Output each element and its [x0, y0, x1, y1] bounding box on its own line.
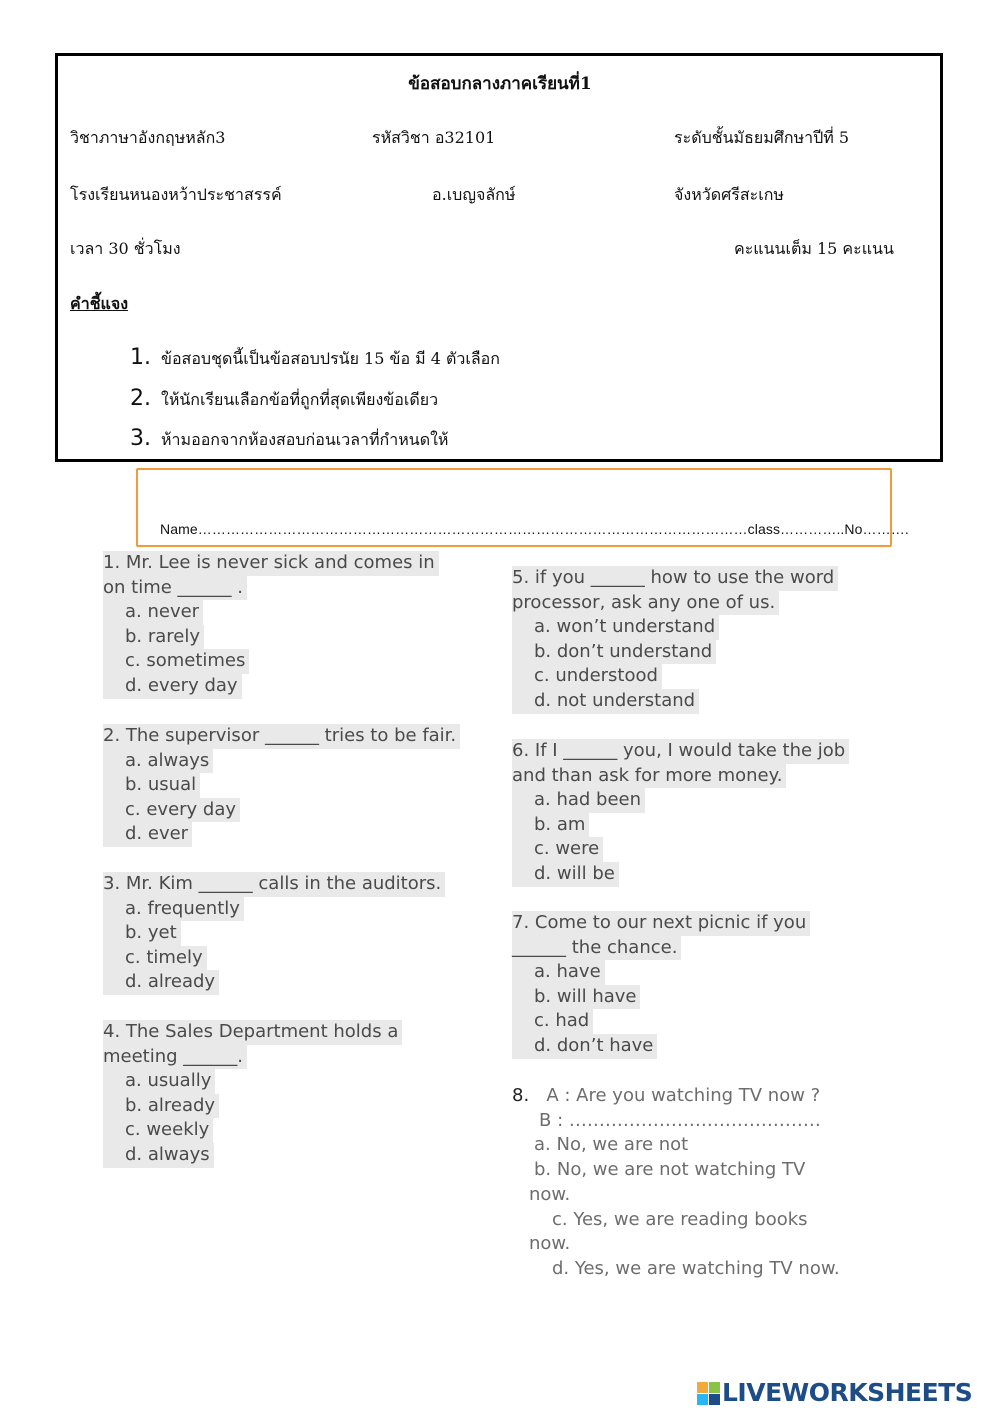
answer-option[interactable]: c. Yes, we are reading books — [552, 1208, 808, 1230]
instructions-title: คำชี้แจง — [70, 294, 129, 313]
question-text: 3. Mr. Kim ______ calls in the auditors. — [103, 872, 445, 897]
subject-code: รหัสวิชา อ32101 — [372, 128, 496, 147]
question-7 — [512, 911, 810, 1059]
grade-level: ระดับชั้นมัธยมศึกษาปีที่ 5 — [674, 128, 850, 147]
answer-option[interactable]: b. am — [512, 813, 589, 838]
question-2 — [103, 724, 460, 847]
answer-option[interactable]: d. not understand — [512, 689, 699, 714]
answer-option[interactable]: a. never — [103, 600, 203, 625]
instruction-2: 2. ให้นักเรียนเลือกข้อที่ถูกที่สุดเพียงข้อเดียว — [130, 386, 439, 411]
logo-text: LIVEWORKSHEETS — [722, 1378, 973, 1407]
question-text — [512, 1084, 840, 1109]
answer-option[interactable]: b. don’t understand — [512, 640, 716, 665]
answer-option[interactable]: d. ever — [103, 822, 192, 847]
answer-option[interactable]: c. timely — [103, 946, 207, 971]
full-score: คะแนนเต็ม 15 คะแนน — [734, 239, 894, 258]
answer-option[interactable]: b. will have — [512, 985, 640, 1010]
question-text: ______ the chance. — [512, 936, 681, 961]
question-3 — [103, 872, 445, 995]
answer-option-continued: now. — [529, 1183, 571, 1205]
dialogue-a: A : Are you watching TV now ? — [546, 1085, 821, 1106]
question-text: processor, ask any one of us. — [512, 591, 779, 616]
answer-option[interactable]: b. No, we are not watching TV — [534, 1159, 806, 1181]
instruction-3: 3. ห้ามออกจากห้องสอบก่อนเวลาที่กำหนดให้ — [130, 426, 449, 451]
question-text: 1. Mr. Lee is never sick and comes in — [103, 551, 439, 576]
answer-option[interactable]: c. every day — [103, 798, 240, 823]
answer-option[interactable]: b. usual — [103, 773, 200, 798]
dialogue-b: B : …………………………………… — [539, 1109, 821, 1131]
question-text: 6. If I ______ you, I would take the job — [512, 739, 849, 764]
answer-option[interactable]: d. always — [103, 1143, 214, 1168]
answer-option[interactable]: c. understood — [512, 664, 662, 689]
answer-option[interactable]: d. already — [103, 970, 219, 995]
question-text: and than ask for more money. — [512, 764, 786, 789]
answer-option[interactable]: d. every day — [103, 674, 242, 699]
question-number: 8. — [512, 1085, 530, 1106]
exam-time: เวลา 30 ชั่วโมง — [70, 239, 181, 258]
question-text: meeting ______. — [103, 1045, 247, 1070]
instruction-1: 1. ข้อสอบชุดนี้เป็นข้อสอบปรนัย 15 ข้อ มี 4 ตัวเลือก — [130, 345, 500, 370]
student-name-line[interactable]: Name………………………………………………………………………………………………………class…………..No………. — [160, 521, 909, 537]
answer-option[interactable]: d. Yes, we are watching TV now. — [552, 1257, 840, 1279]
subject-label: วิชาภาษาอังกฤษหลัก3 — [70, 128, 226, 147]
answer-option[interactable]: a. have — [512, 960, 605, 985]
question-8 — [512, 1084, 840, 1282]
answer-option[interactable]: a. No, we are not — [534, 1134, 689, 1156]
answer-option[interactable]: c. had — [512, 1009, 593, 1034]
question-1 — [103, 551, 439, 699]
answer-option[interactable]: b. yet — [103, 921, 181, 946]
school-name: โรงเรียนหนองหว้าประชาสรรค์ — [70, 185, 282, 204]
exam-title: ข้อสอบกลางภาคเรียนที่1 — [408, 74, 592, 94]
liveworksheets-logo-icon — [697, 1382, 721, 1406]
answer-option[interactable]: c. were — [512, 837, 603, 862]
answer-option[interactable]: a. had been — [512, 788, 645, 813]
question-6 — [512, 739, 849, 887]
answer-option[interactable]: d. don’t have — [512, 1034, 657, 1059]
question-text: 5. if you ______ how to use the word — [512, 566, 838, 591]
question-text: 7. Come to our next picnic if you — [512, 911, 810, 936]
question-4 — [103, 1020, 402, 1168]
question-text: 2. The supervisor ______ tries to be fair. — [103, 724, 460, 749]
answer-option[interactable]: b. already — [103, 1094, 219, 1119]
answer-option[interactable]: b. rarely — [103, 625, 204, 650]
answer-option[interactable]: d. will be — [512, 862, 619, 887]
answer-option[interactable]: a. always — [103, 749, 213, 774]
answer-option[interactable]: a. frequently — [103, 897, 244, 922]
question-5 — [512, 566, 838, 714]
answer-option[interactable]: a. usually — [103, 1069, 215, 1094]
province: จังหวัดศรีสะเกษ — [674, 185, 784, 204]
answer-option-continued: now. — [529, 1233, 571, 1255]
teacher-name: อ.เบญจลักษ์ — [432, 185, 516, 204]
answer-option[interactable]: c. sometimes — [103, 649, 249, 674]
question-text: on time ______ . — [103, 576, 247, 601]
question-text: 4. The Sales Department holds a — [103, 1020, 402, 1045]
answer-option[interactable]: a. won’t understand — [512, 615, 719, 640]
answer-option[interactable]: c. weekly — [103, 1118, 213, 1143]
